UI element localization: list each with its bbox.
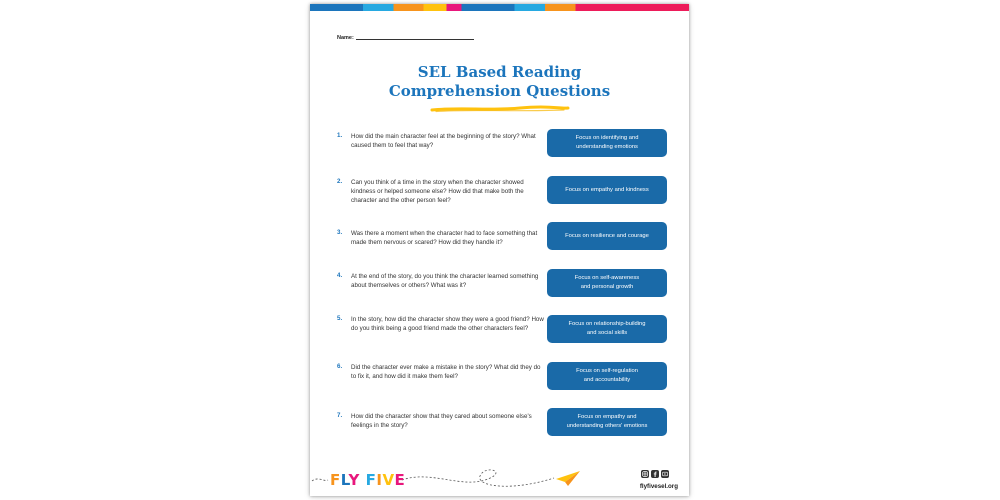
question-text: Did the character ever make a mistake in the story? What did they do to fix it, and how did it make them feel? xyxy=(351,364,541,380)
question-text: How did the character show that they cared about someone else's feelings in the story? xyxy=(351,413,532,429)
focus-line-2: and social skills xyxy=(586,330,628,336)
title-line-1: SEL Based Reading xyxy=(417,63,582,81)
focus-line-1: Focus on resilience and courage xyxy=(565,232,649,239)
focus-line-2: and accountability xyxy=(583,377,631,383)
question-text: At the end of the story, do you think the character learned something about themselves or others? What was it? xyxy=(351,273,539,289)
focus-line-2: understanding others' emotions xyxy=(566,423,648,429)
youtube-icon[interactable] xyxy=(661,470,669,478)
question-text: In the story, how did the character show they were a good friend? How do you think being a good friend made the other characters feel? xyxy=(351,316,544,332)
focus-badge xyxy=(547,176,667,204)
website-link[interactable]: flyfivesel.org xyxy=(639,483,678,490)
focus-line-1: Focus on relationship-building xyxy=(568,321,646,327)
focus-line-1: Focus on empathy and kindness xyxy=(565,186,649,193)
question-text: Was there a moment when the character had to face something that made them nervous or scared? How did they handle it? xyxy=(351,230,538,246)
focus-badge xyxy=(547,222,667,250)
question-item xyxy=(337,229,677,269)
question-item xyxy=(337,132,677,172)
question-number: 1. xyxy=(337,132,343,139)
question-text: How did the main character feel at the beginning of the story? What caused them to feel that way? xyxy=(351,133,536,149)
social-icons xyxy=(641,470,669,478)
question-item xyxy=(337,363,677,403)
focus-line-1: Focus on self-regulation xyxy=(576,368,638,374)
question-item xyxy=(337,272,677,312)
focus-badge xyxy=(547,129,667,157)
question-number: 5. xyxy=(337,315,343,322)
question-number: 4. xyxy=(337,272,343,279)
focus-badge xyxy=(547,315,667,343)
question-text: Can you think of a time in the story when the character showed kindness or helped someone else? How did that make both the character and the other person feel? xyxy=(351,179,524,204)
focus-badge xyxy=(547,269,667,297)
title-line-2: Comprehension Questions xyxy=(388,82,611,100)
question-number: 7. xyxy=(337,412,343,419)
question-item xyxy=(337,178,677,218)
name-label: Name: xyxy=(337,35,354,41)
question-number: 2. xyxy=(337,178,343,185)
instagram-icon[interactable] xyxy=(641,470,649,478)
question-item xyxy=(337,412,677,452)
focus-line-1: Focus on empathy and xyxy=(577,414,637,420)
focus-badge xyxy=(547,362,667,390)
paper-plane-icon xyxy=(556,470,580,486)
focus-badge xyxy=(547,408,667,436)
question-number: 3. xyxy=(337,229,343,236)
question-item xyxy=(337,315,677,355)
question-number: 6. xyxy=(337,363,343,370)
question-list xyxy=(310,4,689,496)
facebook-icon[interactable] xyxy=(651,470,659,478)
focus-line-2: and personal growth xyxy=(580,284,634,290)
focus-line-1: Focus on identifying and xyxy=(575,135,639,141)
focus-line-2: understanding emotions xyxy=(576,144,638,150)
worksheet-page xyxy=(310,4,689,496)
fly-five-logo: FLY FIVE xyxy=(330,471,406,489)
focus-line-1: Focus on self-awareness xyxy=(574,275,640,281)
